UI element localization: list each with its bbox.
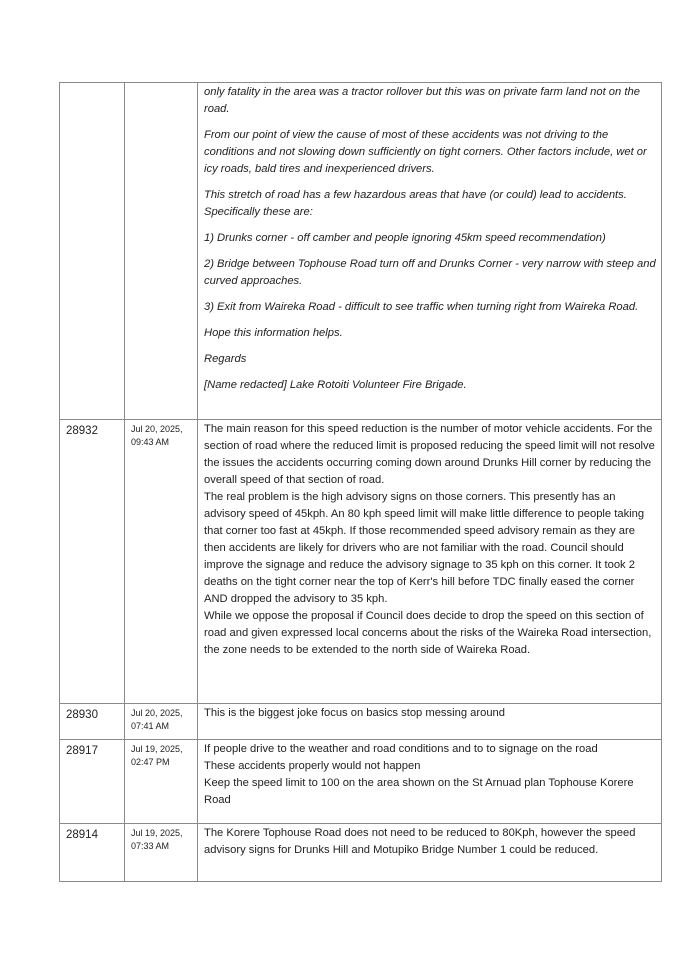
submission-text-cell: [198, 824, 662, 882]
submission-date-cell: [125, 740, 198, 824]
submission-date: Jul 20, 2025,: [131, 708, 183, 718]
submissions-table: [59, 82, 662, 882]
submission-line: If people drive to the weather and road conditions and to to signage on the road: [204, 743, 598, 755]
submission-time: 02:47 PM: [131, 757, 170, 767]
submission-id: 28932: [66, 425, 98, 437]
submission-line: The Korere Tophouse Road does not need to be reduced to 80Kph, however the speed advisory signs for Drunks Hill and Motupiko Bridge Number 1 could be reduced.: [204, 827, 636, 856]
submission-paragraph: [Name redacted] Lake Rotoiti Volunteer Fire Brigade.: [204, 379, 467, 391]
submission-line: While we oppose the proposal if Council does decide to drop the speed on this section of road and given expressed local concerns about the risks of the Waireka Road intersection, the zone needs to be extended to the north side of Waireka Road.: [204, 610, 652, 656]
submission-id-cell: [60, 83, 125, 420]
submission-date: Jul 20, 2025,: [131, 424, 183, 434]
submission-date: Jul 19, 2025,: [131, 828, 183, 838]
table-row: [60, 740, 662, 824]
submission-paragraph: 2) Bridge between Tophouse Road turn off and Drunks Corner - very narrow with steep and curved approaches.: [204, 258, 656, 287]
submission-date-cell: [125, 420, 198, 704]
submission-time: 09:43 AM: [131, 437, 170, 447]
submission-paragraph: This stretch of road has a few hazardous areas that have (or could) lead to accidents. Specifically these are:: [204, 189, 627, 218]
submission-id-cell: [60, 704, 125, 740]
submission-time: 07:41 AM: [131, 721, 170, 731]
submission-text-cell: [198, 83, 662, 420]
submission-id-cell: [60, 740, 125, 824]
submission-date: Jul 19, 2025,: [131, 744, 183, 754]
submission-paragraph: Hope this information helps.: [204, 327, 343, 339]
submission-text-cell: [198, 704, 662, 740]
submission-id: 28930: [66, 709, 98, 721]
submission-id: 28917: [66, 745, 98, 757]
submission-text-cell: [198, 740, 662, 824]
submission-date-cell: [125, 704, 198, 740]
submission-id: 28914: [66, 829, 98, 841]
submission-paragraph: Regards: [204, 353, 247, 365]
table-row: [60, 704, 662, 740]
submission-paragraph: only fatality in the area was a tractor rollover but this was on private farm land not on the road.: [204, 86, 640, 115]
submission-line: This is the biggest joke focus on basics stop messing around: [204, 707, 505, 719]
submission-time: 07:33 AM: [131, 841, 170, 851]
submission-paragraph: 1) Drunks corner - off camber and people ignoring 45km speed recommendation): [204, 232, 606, 244]
submission-line: The real problem is the high advisory signs on those corners. This presently has an advisory speed of 45kph. An 80 kph speed limit will make little difference to people taking that corner too fast at 45kph. If those recommended speed advisory remain as they are then accidents are likely for drivers who are not familiar with the road. Council should improve the signage and reduce the advisory signage to 35 kph on this corner. It took 2 deaths on the tight corner near the top of Kerr's hill before TDC finally eased the corner AND dropped the advisory to 35 kph.: [204, 491, 645, 605]
submission-id-cell: [60, 420, 125, 704]
submission-line: Keep the speed limit to 100 on the area shown on the St Arnuad plan Tophouse Korere Road: [204, 777, 634, 806]
submission-line: The main reason for this speed reduction is the number of motor vehicle accidents. For the section of road where the reduced limit is proposed reducing the speed limit will not resolve the issues the accidents occurring coming down around Drunks Hill corner by reducing the overall speed of that section of road.: [204, 423, 655, 486]
submission-paragraph: 3) Exit from Waireka Road - difficult to see traffic when turning right from Waireka Road.: [204, 301, 639, 313]
submission-date-cell: [125, 83, 198, 420]
submission-line: These accidents properly would not happen: [204, 760, 421, 772]
submission-text-cell: [198, 420, 662, 704]
submission-paragraph: From our point of view the cause of most of these accidents was not driving to the conditions and not slowing down sufficiently on tight corners. Other factors include, wet or icy roads, bald tires and inexperienced drivers.: [204, 129, 647, 175]
submission-date-cell: [125, 824, 198, 882]
submission-id-cell: [60, 824, 125, 882]
table-row: [60, 824, 662, 882]
table-row: [60, 83, 662, 420]
table-row: [60, 420, 662, 704]
